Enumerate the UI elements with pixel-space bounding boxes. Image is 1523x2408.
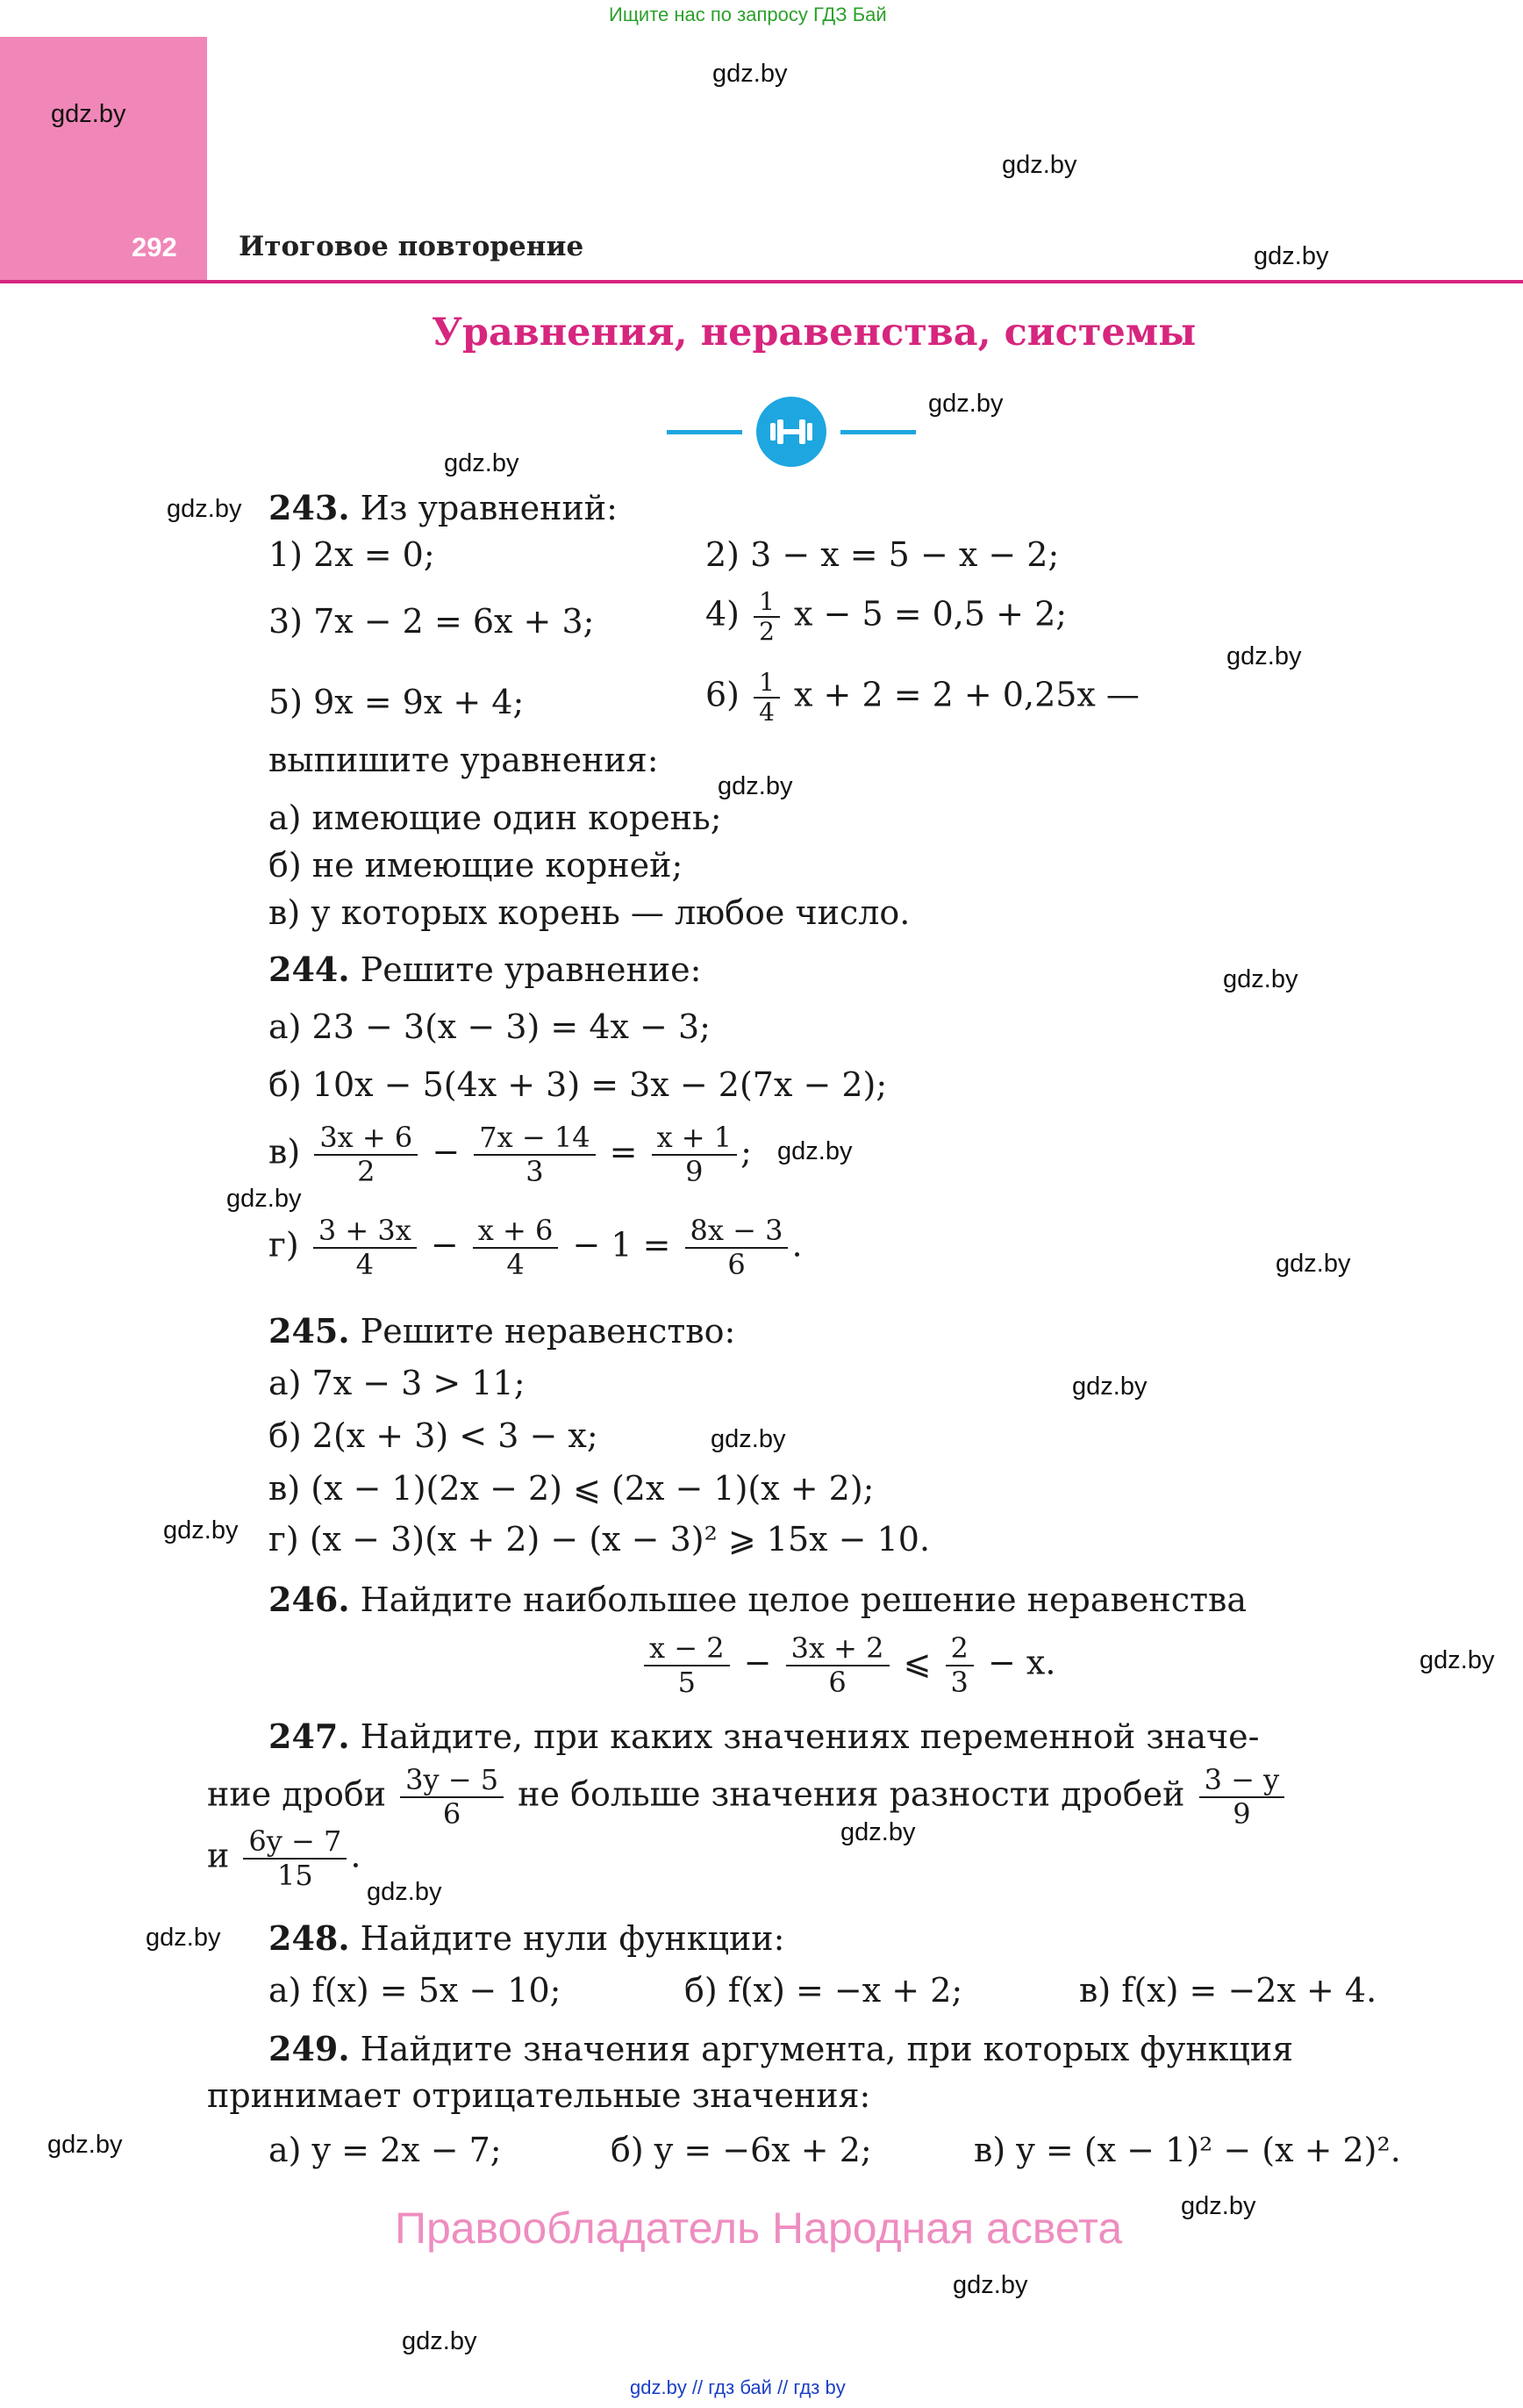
top-notice[interactable]: Ищите нас по запросу ГДЗ Бай [609,4,887,25]
subtask: б) не имеющие корней; [268,846,683,885]
subtask: а) имеющие один корень; [268,799,722,837]
subtask: в) y = (x − 1)² − (x + 2)². [974,2131,1401,2169]
denominator: 6 [727,1247,746,1281]
subtask: а) y = 2x − 7; [268,2131,502,2169]
problem-text: выпишите уравнения: [268,741,659,779]
watermark: gdz.by [47,2131,123,2159]
subtask: б) y = −6x + 2; [611,2131,872,2169]
subtask: б) 10x − 5(4x + 3) = 3x − 2(7x − 2); [268,1065,888,1104]
denominator: 2 [759,617,775,647]
emblem-line-right [840,430,916,434]
problem-text: Решите уравнение: [360,950,702,989]
denominator: 3 [526,1154,544,1188]
page-number: 292 [132,232,177,262]
fraction [754,588,780,646]
item-label: 4) [705,594,740,634]
watermark: gdz.by [163,1516,239,1544]
punctuation: . [350,1836,361,1875]
problem-text: Найдите нули функции: [360,1919,785,1958]
watermark: gdz.by [928,390,1004,418]
problem-247-line3 [207,1825,361,1892]
emblem-line-left [667,430,742,434]
numerator: x − 2 [644,1632,730,1666]
denominator: 4 [355,1247,374,1281]
fraction [473,1215,559,1281]
subtask: в) f(x) = −2x + 4. [1079,1971,1377,2010]
fraction [1199,1764,1285,1831]
subtask: а) 23 − 3(x − 3) = 4x − 3; [268,1007,711,1046]
watermark: gdz.by [226,1185,302,1213]
problem-number: 248. [268,1918,350,1958]
fraction [946,1632,974,1699]
operator: = [609,1132,638,1172]
fraction [314,1122,418,1188]
copyright-notice: Правообладатель Народная асвета [395,2204,1123,2253]
denominator: 3 [950,1665,969,1699]
watermark: gdz.by [777,1137,853,1165]
watermark: gdz.by [51,100,126,128]
equation-item [705,669,1140,727]
problem-245-heading [268,1311,735,1351]
numerator: 1 [754,588,780,618]
watermark: gdz.by [1254,242,1329,270]
item-label: г) [268,1225,299,1265]
problem-number: 247. [268,1716,350,1756]
numerator: 1 [754,669,780,699]
footer-links[interactable]: gdz.by // гдз бай // гдз by [630,2376,846,2398]
denominator: 15 [277,1858,313,1892]
problem-text: Найдите значения аргумента, при которых функция [360,2030,1294,2068]
operator: − [743,1643,772,1682]
watermark: gdz.by [1226,642,1302,670]
subtask: б) f(x) = −x + 2; [684,1971,963,2010]
subtask: в) (x − 1)(2x − 2) ⩽ (2x − 1)(x + 2); [268,1469,875,1508]
equation-item: 3) 7x − 2 = 6x + 3; [268,602,595,641]
denominator: 9 [1233,1796,1251,1831]
numerator: 8x − 3 [685,1215,789,1249]
watermark: gdz.by [146,1924,221,1952]
equation-rest: x + 2 = 2 + 0,25x — [794,675,1140,714]
problem-text: ние дроби [207,1774,387,1814]
subtask-g [268,1215,803,1281]
problem-number: 243. [268,488,350,527]
operator: − [432,1132,461,1172]
item-label: в) [268,1132,301,1172]
denominator: 6 [442,1796,461,1831]
equation-rest: x − 5 = 0,5 + 2; [794,594,1068,634]
subtask: а) 7x − 3 > 11; [268,1364,526,1402]
fraction [474,1122,595,1188]
numerator: x + 6 [473,1215,559,1249]
problem-text: Решите неравенство: [360,1312,736,1351]
problem-text: и [207,1836,230,1875]
problem-number: 246. [268,1580,350,1619]
problem-number: 244. [268,950,350,989]
equation-item [705,588,1067,646]
problem-246-heading [268,1580,1247,1619]
item-label: 6) [705,675,740,714]
fraction [754,669,780,727]
equation-item: 1) 2x = 0; [268,535,435,574]
problem-243-heading [268,488,618,527]
numerator: 3x + 6 [314,1122,418,1156]
numerator: x + 1 [652,1122,738,1156]
watermark: gdz.by [840,1818,916,1846]
problem-244-heading [268,950,701,989]
equation-item: 5) 9x = 9x + 4; [268,683,525,721]
problem-247-line2 [207,1764,1288,1831]
watermark: gdz.by [367,1878,442,1906]
watermark: gdz.by [1072,1372,1148,1401]
fraction [652,1122,738,1188]
header-rule [0,280,1523,283]
denominator: 9 [685,1154,704,1188]
subtask: г) (x − 3)(x + 2) − (x − 3)² ⩾ 15x − 10. [268,1520,931,1559]
numerator: 3y − 5 [400,1764,504,1798]
problem-248-heading [268,1918,784,1958]
watermark: gdz.by [444,449,519,477]
problem-number: 245. [268,1311,350,1351]
fraction [644,1632,730,1699]
operator: − 1 = [572,1225,671,1265]
section-title: Уравнения, неравенства, системы [432,311,1197,355]
fraction [685,1215,789,1281]
watermark: gdz.by [1002,151,1077,179]
fraction [786,1632,890,1699]
watermark: gdz.by [402,2327,477,2355]
numerator: 6y − 7 [243,1825,347,1860]
watermark: gdz.by [711,1425,786,1453]
watermark: gdz.by [167,495,242,523]
operator: − [430,1225,459,1265]
inequality-246 [640,1632,1055,1699]
problem-text: Найдите наибольшее целое решение неравенства [360,1580,1248,1619]
problem-text: Найдите, при каких значениях переменной значе- [360,1717,1260,1756]
subtask-v [268,1122,752,1188]
dumbbell-icon [769,418,814,446]
problem-text: принимает отрицательные значения: [207,2076,871,2115]
running-header-title: Итоговое повторение [239,231,584,262]
watermark: gdz.by [712,60,788,88]
numerator: 3x + 2 [786,1632,890,1666]
problem-247-line1 [268,1716,1259,1756]
numerator: 7x − 14 [474,1122,595,1156]
watermark: gdz.by [1419,1646,1495,1674]
denominator: 5 [677,1665,696,1699]
watermark: gdz.by [953,2271,1028,2299]
denominator: 4 [506,1247,525,1281]
punctuation: . [791,1225,803,1265]
subtask: а) f(x) = 5x − 10; [268,1971,561,2010]
problem-text: не больше значения разности дробей [518,1774,1185,1814]
subtask: в) у которых корень — любое число. [268,893,911,932]
denominator: 2 [357,1154,375,1188]
numerator: 3 + 3x [313,1215,417,1249]
fraction [313,1215,417,1281]
punctuation: ; [740,1132,752,1172]
numerator: 2 [946,1632,974,1666]
subtask: б) 2(x + 3) < 3 − x; [268,1416,598,1455]
expression-end: − x. [988,1643,1056,1682]
watermark: gdz.by [1276,1250,1351,1278]
problem-number: 249. [268,2029,350,2068]
watermark: gdz.by [1223,965,1298,993]
problem-249-line1 [268,2029,1293,2068]
fraction [243,1825,347,1892]
problem-text: Из уравнений: [360,489,618,527]
denominator: 4 [759,698,775,727]
operator: ⩽ [903,1643,932,1682]
denominator: 6 [828,1665,847,1699]
equation-item: 2) 3 − x = 5 − x − 2; [705,535,1060,574]
fraction [400,1764,504,1831]
watermark: gdz.by [718,772,793,800]
watermark: gdz.by [1181,2192,1256,2220]
numerator: 3 − y [1199,1764,1285,1798]
